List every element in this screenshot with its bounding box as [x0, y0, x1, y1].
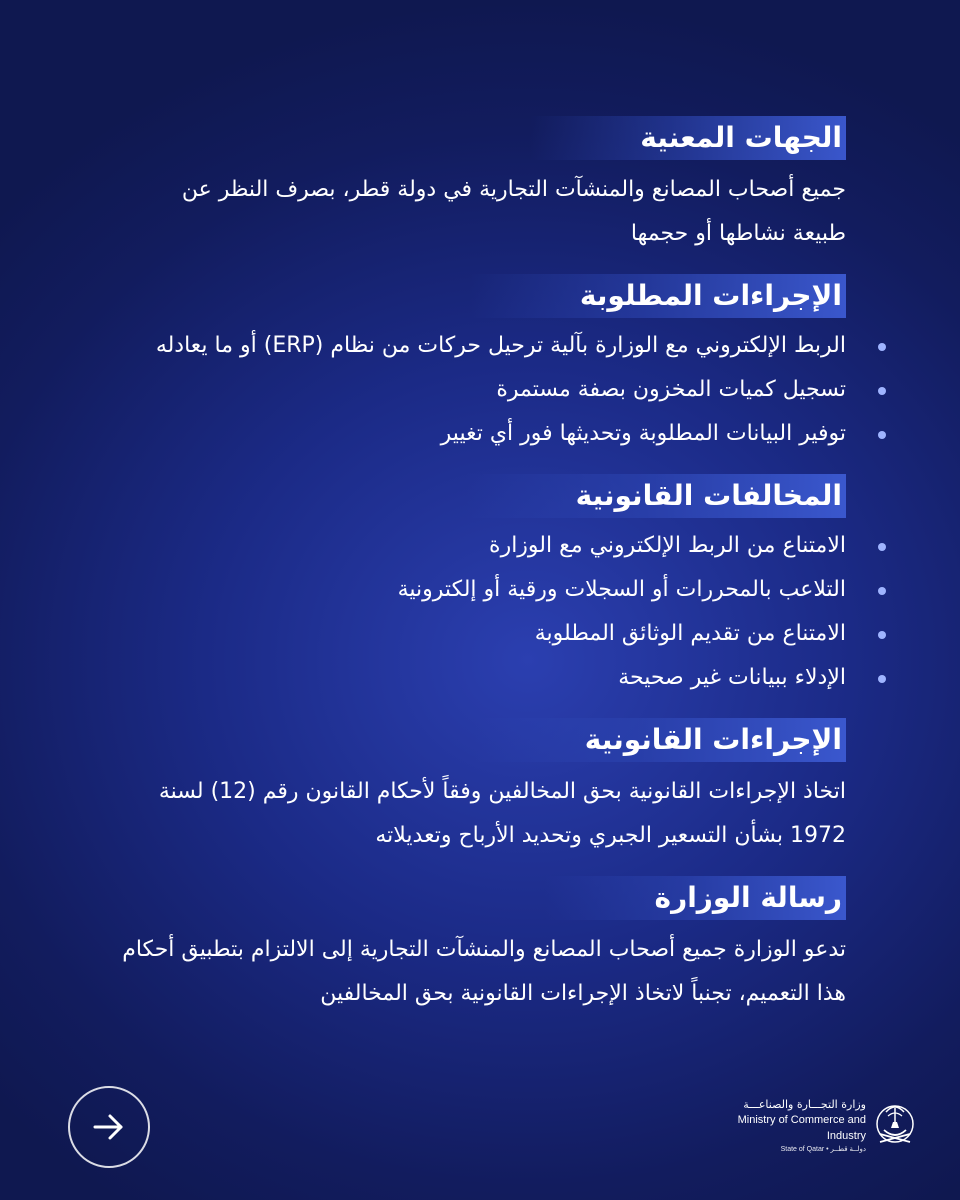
section-concerned-parties [80, 116, 846, 256]
list-item-text: الامتناع من الربط الإلكتروني مع الوزارة [489, 533, 846, 558]
list-item [80, 612, 846, 656]
list-item [80, 656, 846, 700]
paragraph-line: طبيعة نشاطها أو حجمها [630, 221, 846, 246]
logo-state: State of Qatar • دولــة قطــر [780, 1146, 866, 1153]
bullet-dot-icon [878, 675, 886, 683]
list-item-text: الإدلاء ببيانات غير صحيحة [618, 665, 846, 690]
ministry-logo [698, 1094, 918, 1154]
section-heading: الجهات المعنية [530, 116, 846, 160]
logo-text [698, 1098, 866, 1156]
arrow-right-icon [91, 1109, 127, 1145]
section-heading: رسالة الوزارة [545, 876, 846, 920]
next-button[interactable] [68, 1086, 150, 1168]
paragraph-line: اتخاذ الإجراءات القانونية بحق المخالفين وفقاً لأحكام القانون رقم (12) لسنة [158, 779, 846, 804]
paragraph-line: هذا التعميم، تجنباً لاتخاذ الإجراءات القانونية بحق المخالفين [320, 981, 846, 1006]
paragraph-line: تدعو الوزارة جميع أصحاب المصانع والمنشآت التجارية إلى الالتزام بتطبيق أحكام [122, 937, 846, 962]
list-item [80, 524, 846, 568]
section-legal-procedures [80, 718, 846, 858]
list-item-text: توفير البيانات المطلوبة وتحديثها فور أي تغيير [440, 421, 846, 446]
list-item [80, 568, 846, 612]
bullet-dot-icon [878, 543, 886, 551]
bullet-list [80, 324, 846, 456]
list-item-text: الامتناع من تقديم الوثائق المطلوبة [534, 621, 846, 646]
bullet-list [80, 524, 846, 700]
bullet-dot-icon [878, 343, 886, 351]
paragraph-line: جميع أصحاب المصانع والمنشآت التجارية في دولة قطر، بصرف النظر عن [181, 177, 846, 202]
logo-arabic: وزارة التجـــارة والصناعـــة [743, 1098, 866, 1111]
list-item-text: تسجيل كميات المخزون بصفة مستمرة [496, 377, 846, 402]
bullet-dot-icon [878, 587, 886, 595]
list-item-text: التلاعب بالمحررات أو السجلات ورقية أو إلكترونية [397, 577, 846, 602]
section-heading: الإجراءات المطلوبة [470, 274, 846, 318]
section-legal-violations [80, 474, 846, 700]
bullet-dot-icon [878, 387, 886, 395]
qatar-emblem-icon [872, 1094, 918, 1150]
section-paragraph [80, 168, 846, 256]
section-heading: الإجراءات القانونية [475, 718, 846, 762]
section-required-procedures [80, 274, 846, 456]
list-item-text: الربط الإلكتروني مع الوزارة بآلية ترحيل حركات من نظام (ERP) أو ما يعادله [155, 333, 846, 358]
section-ministry-message [80, 876, 846, 1016]
bullet-dot-icon [878, 631, 886, 639]
bullet-dot-icon [878, 431, 886, 439]
section-heading: المخالفات القانونية [466, 474, 846, 518]
section-paragraph [80, 770, 846, 858]
list-item [80, 412, 846, 456]
logo-english: Ministry of Commerce and Industry [737, 1114, 866, 1142]
list-item [80, 324, 846, 368]
paragraph-line: 1972 بشأن التسعير الجبري وتحديد الأرباح وتعديلاته [375, 823, 846, 848]
list-item [80, 368, 846, 412]
section-paragraph [80, 928, 846, 1016]
